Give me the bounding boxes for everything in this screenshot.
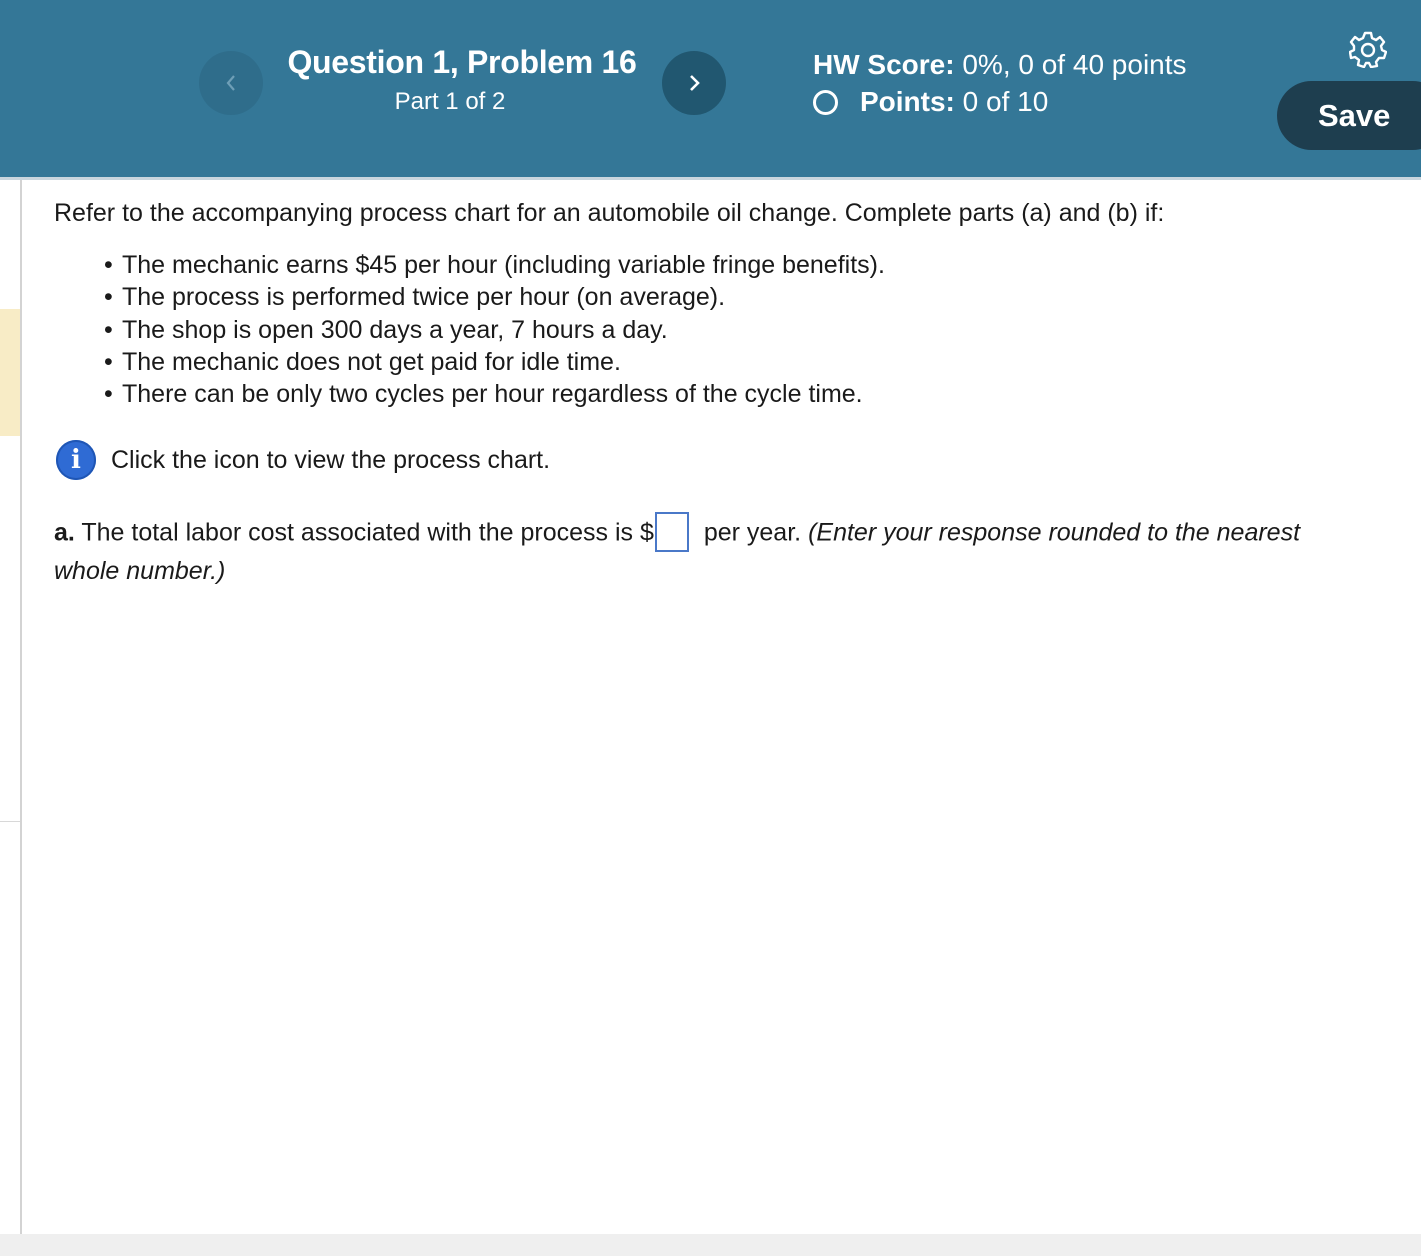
part-a-prefix: The total labor cost associated with the process is $ (81, 518, 654, 547)
question-header (0, 0, 1421, 177)
part-a-hint: (Enter your response rounded to the nearest (808, 518, 1301, 547)
save-button[interactable] (1277, 81, 1421, 150)
chevron-left-icon (224, 74, 238, 92)
info-link-text: Click the icon to view the process chart. (111, 445, 551, 474)
previous-question-button[interactable] (199, 51, 263, 115)
info-icon[interactable]: i (56, 440, 96, 480)
list-item: • The mechanic earns $45 per hour (including variable fringe benefits). (104, 249, 885, 281)
part-a-suffix: per year. (703, 518, 802, 547)
list-item: • The process is performed twice per hour (on average). (104, 281, 885, 313)
hw-score-value: 0%, 0 of 40 points (962, 49, 1187, 80)
problem-intro: Refer to the accompanying process chart for an automobile oil change. Complete parts (a) and (b) if: (54, 199, 1165, 227)
left-highlight-tab (0, 309, 20, 436)
chevron-right-icon (687, 73, 701, 93)
problem-conditions-list (104, 249, 885, 410)
save-button-label: Save (1318, 97, 1391, 133)
list-item: • There can be only two cycles per hour regardless of the cycle time. (104, 378, 885, 410)
hw-score-label: HW Score: (813, 49, 955, 80)
left-panel-tick (0, 821, 20, 822)
list-item: • The mechanic does not get paid for idle time. (104, 346, 885, 378)
gear-icon[interactable] (1349, 30, 1387, 68)
points-value: 0 of 10 (962, 86, 1049, 117)
next-question-button[interactable] (662, 51, 726, 115)
footer-bar (0, 1234, 1421, 1256)
part-a-label: a. (54, 518, 75, 547)
part-a-hint-continued: whole number.) (54, 557, 226, 585)
left-panel-divider (20, 180, 22, 1234)
header-divider (0, 177, 1421, 180)
points-status (813, 86, 1048, 118)
points-label: Points: (860, 86, 955, 117)
process-chart-link (56, 440, 550, 480)
question-title: Question 1, Problem 16 (287, 44, 637, 80)
points-status-icon (813, 90, 838, 115)
part-a-question (54, 514, 1300, 554)
hw-score (813, 49, 1187, 81)
part-indicator: Part 1 of 2 (394, 88, 506, 115)
answer-input[interactable] (655, 512, 689, 552)
list-item: • The shop is open 300 days a year, 7 hours a day. (104, 314, 885, 346)
